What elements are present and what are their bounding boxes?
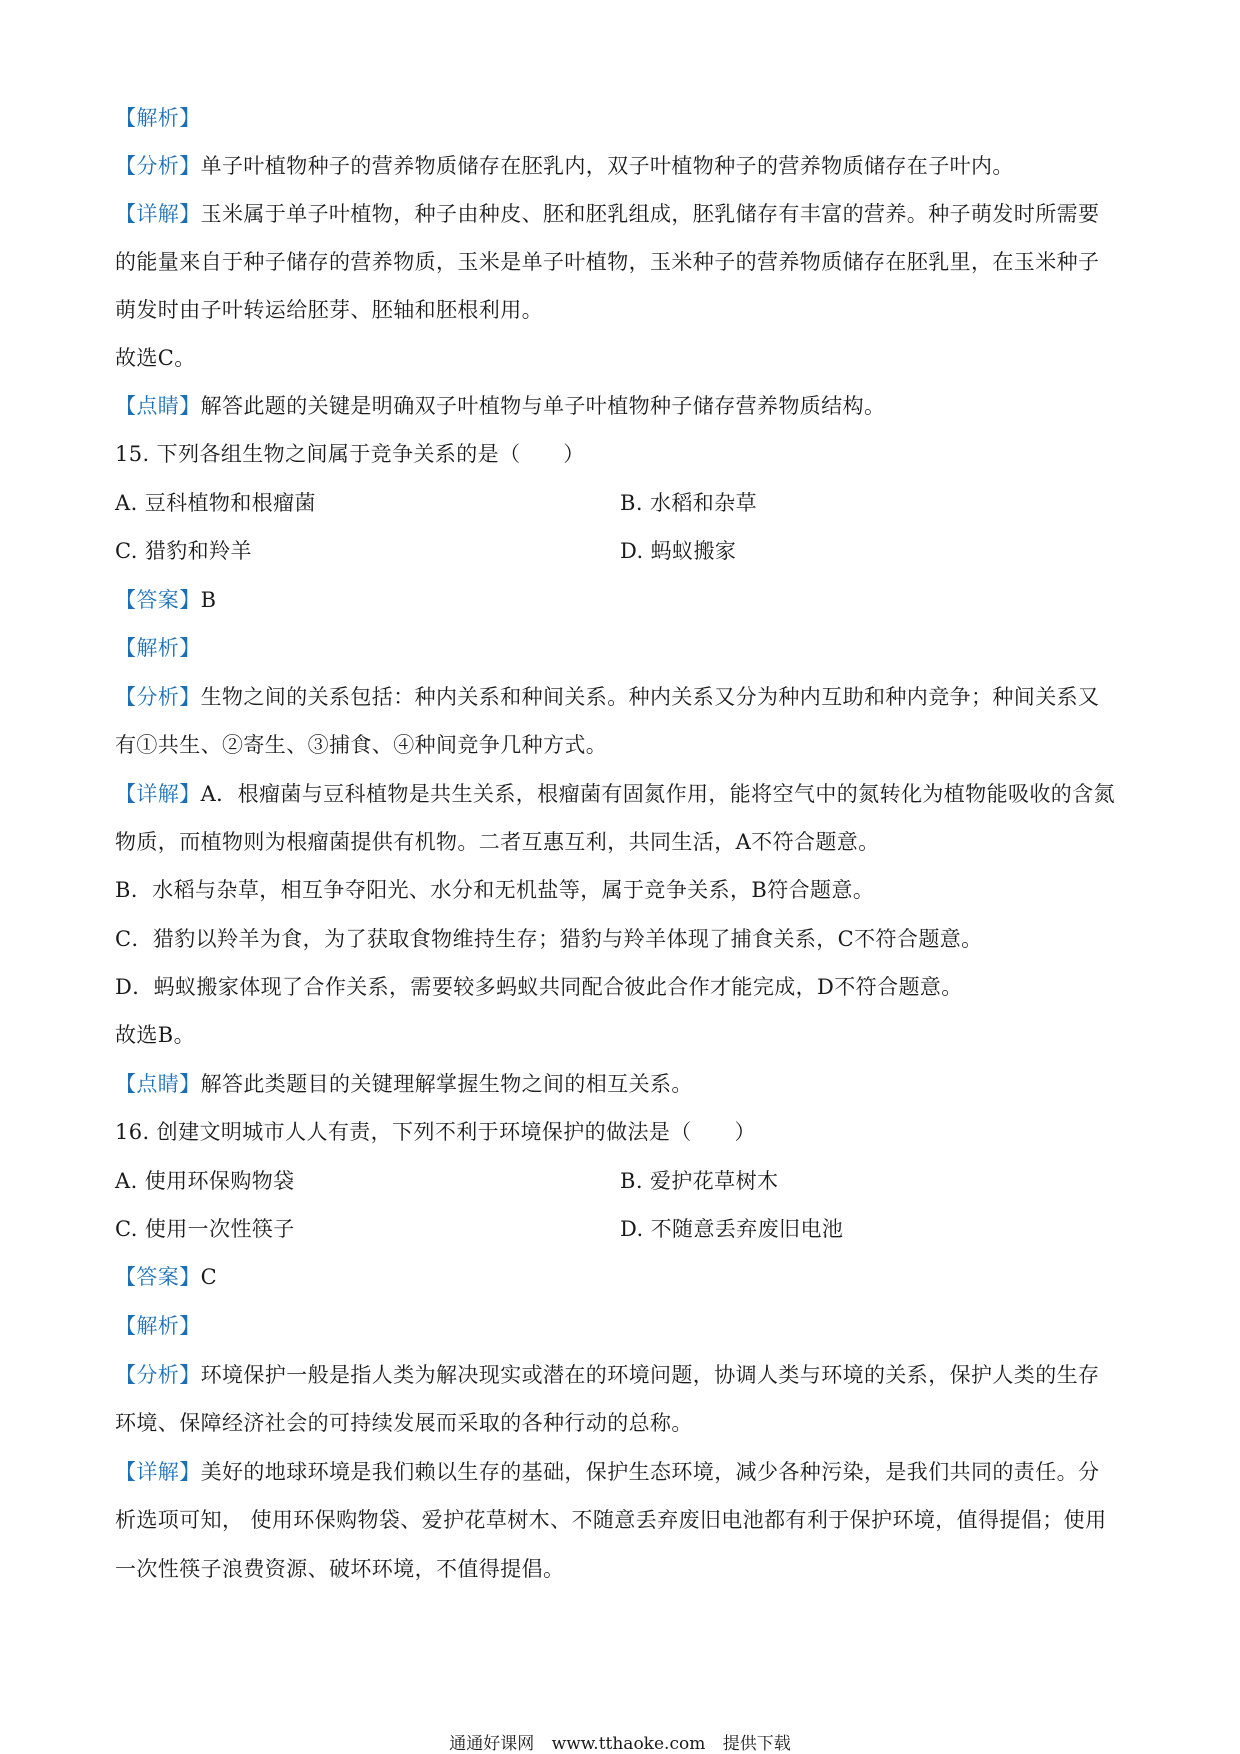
q15-tip [115,1070,1135,1098]
q15-option-d: D. 蚂蚁搬家 [620,539,737,563]
xiangjie-tag: 【详解】 [115,782,201,806]
q15-detail-line-2: 物质，而植物则为根瘤菌提供有机物。二者互惠互利，共同生活，A不符合题意。 [115,830,880,854]
footer-url[interactable]: www.tthaoke.com [551,1734,706,1754]
dianjing-tag: 【点睛】 [115,1072,201,1096]
q15-option-c: C. 猎豹和羚羊 [115,539,252,563]
page-footer [0,1734,1240,1754]
q15-detail-line-1 [115,780,1135,808]
q15-detail-line-c: C．猎豹以羚羊为食，为了获取食物维持生存；猎豹与羚羊体现了捕食关系，C不符合题意。 [115,927,983,951]
q16-option-c: C. 使用一次性筷子 [115,1217,295,1241]
q15-choice: 故选B。 [115,1023,196,1047]
q15-answer [115,586,1135,614]
analysis-heading: 【解析】 [115,106,201,130]
fenxi-tag: 【分析】 [115,154,201,178]
q14-analysis [115,152,1135,180]
q14-fenxi-text: 单子叶植物种子的营养物质储存在胚乳内，双子叶植物种子的营养物质储存在子叶内。 [200,154,1014,178]
q14-choice: 故选C。 [115,346,196,370]
q15-analysis-heading: 【解析】 [115,636,201,660]
q16-detail-text-1: 美好的地球环境是我们赖以生存的基础，保护生态环境，减少各种污染，是我们共同的责任。分 [200,1460,1100,1484]
q16-answer-value: C [200,1265,218,1289]
q15-detail-line-b: B．水稻与杂草，相互争夺阳光、水分和无机盐等，属于竞争关系，B符合题意。 [115,878,875,902]
answer-tag: 【答案】 [115,1265,201,1289]
q16-analysis-line-2: 环境、保障经济社会的可持续发展而采取的各种行动的总称。 [115,1411,693,1435]
q15-fenxi-text-1: 生物之间的关系包括：种内关系和种间关系。种内关系又分为种内互助和种内竞争；种间关系又 [200,685,1100,709]
q16-option-a: A. 使用环保购物袋 [115,1169,295,1193]
q14-detail-line-3: 萌发时由子叶转运给胚芽、胚轴和胚根利用。 [115,298,543,322]
fenxi-tag: 【分析】 [115,685,201,709]
dianjing-tag: 【点睛】 [115,394,201,418]
footer-site-name: 通通好课网 [449,1734,535,1754]
q15-question: 15. 下列各组生物之间属于竞争关系的是（ ） [115,442,585,466]
q15-analysis-line-1 [115,683,1135,711]
q16-question: 16. 创建文明城市人人有责，下列不利于环境保护的做法是（ ） [115,1120,756,1144]
answer-tag: 【答案】 [115,588,201,612]
q15-answer-value: B [200,588,217,612]
q16-answer [115,1263,1135,1291]
q16-detail-line-2: 析选项可知， 使用环保购物袋、爱护花草树木、不随意丢弃废旧电池都有利于保护环境，值得提倡；使用 [115,1508,1107,1532]
footer-note: 提供下载 [722,1734,791,1754]
q15-detail-line-d: D．蚂蚁搬家体现了合作关系，需要较多蚂蚁共同配合彼此合作才能完成，D不符合题意。 [115,975,963,999]
q15-detail-text-1: A．根瘤菌与豆科植物是共生关系，根瘤菌有固氮作用，能将空气中的氮转化为植物能吸收的含氮 [200,782,1115,806]
q14-detail-line-1 [115,200,1135,228]
q16-option-b: B. 爱护花草树木 [620,1169,779,1193]
q14-tip [115,392,1135,420]
q15-tip-text: 解答此类题目的关键理解掌握生物之间的相互关系。 [200,1072,693,1096]
q16-analysis-heading: 【解析】 [115,1314,201,1338]
q14-detail-line-2: 的能量来自于种子储存的营养物质，玉米是单子叶植物，玉米种子的营养物质储存在胚乳里，在玉米种子 [115,250,1100,274]
q16-fenxi-text-1: 环境保护一般是指人类为解决现实或潜在的环境问题，协调人类与环境的关系，保护人类的生存 [200,1363,1100,1387]
xiangjie-tag: 【详解】 [115,1460,201,1484]
q15-analysis-line-2: 有①共生、②寄生、③捕食、④种间竞争几种方式。 [115,733,608,757]
xiangjie-tag: 【详解】 [115,202,201,226]
q14-tip-text: 解答此题的关键是明确双子叶植物与单子叶植物种子储存营养物质结构。 [200,394,886,418]
q15-option-b: B. 水稻和杂草 [620,491,757,515]
q15-option-a: A. 豆科植物和根瘤菌 [115,491,316,515]
q16-analysis-line-1 [115,1361,1135,1389]
q16-detail-line-1 [115,1458,1135,1486]
q14-detail-text-1: 玉米属于单子叶植物，种子由种皮、胚和胚乳组成，胚乳储存有丰富的营养。种子萌发时所需要 [200,202,1100,226]
q16-option-d: D. 不随意丢弃废旧电池 [620,1217,844,1241]
q16-detail-line-3: 一次性筷子浪费资源、破坏环境，不值得提倡。 [115,1557,565,1581]
fenxi-tag: 【分析】 [115,1363,201,1387]
